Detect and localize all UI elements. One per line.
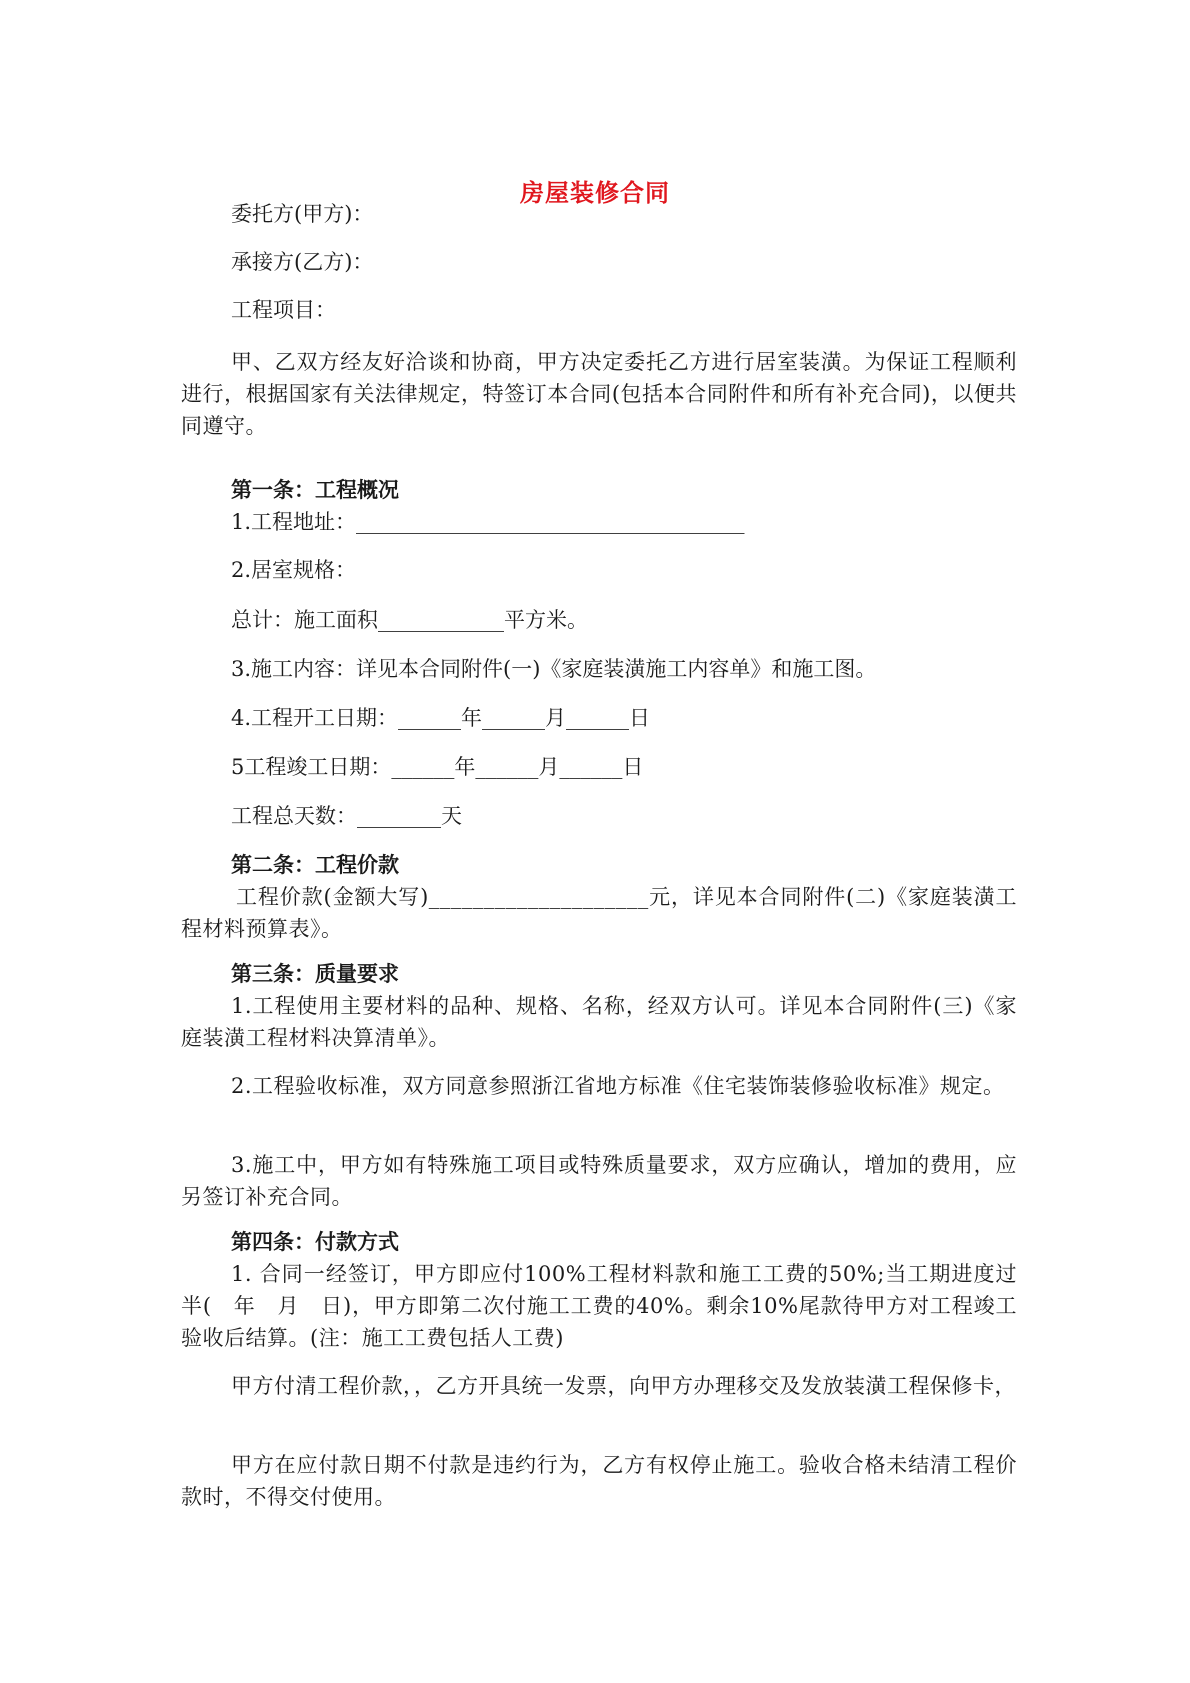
article1-heading: 第一条：工程概况 [231, 478, 399, 502]
client-party-field: 委托方(甲方)： [231, 202, 374, 226]
article3-heading: 第三条：质量要求 [231, 962, 399, 986]
payment-item-1: 1. 合同一经签订，甲方即应付100%工程材料款和施工工费的50%;当工期进度过半( 年 月 日)，甲方即第二次付施工工费的40%。剩余10%尾款待甲方对工程竣工验收后结算。(注：施工工费包括人工费) [181, 1262, 1017, 1350]
contractor-party-field: 承接方(乙方)： [231, 250, 374, 274]
payment-paragraph-3: 甲方在应付款日期不付款是违约行为，乙方有权停止施工。验收合格未结清工程价款时，不得交付使用。 [181, 1453, 1017, 1509]
project-field: 工程项目： [231, 298, 336, 322]
preamble-paragraph: 甲、乙双方经友好洽谈和协商，甲方决定委托乙方进行居室装潢。为保证工程顺利进行，根据国家有关法律规定，特签订本合同(包括本合同附件和所有补充合同)，以便共同遵守。 [181, 350, 1017, 438]
area-field: 总计：施工面积____________平方米。 [231, 608, 588, 632]
address-field: 1.工程地址：_____________________________________ [231, 510, 745, 534]
document-title: 房屋装修合同 [520, 179, 670, 207]
payment-paragraph-2: 甲方付清工程价款，，乙方开具统一发票，向甲方办理移交及发放装潢工程保修卡， [231, 1374, 1016, 1398]
price-paragraph: 工程价款(金额大写)____________________元，详见本合同附件(二)《家庭装潢工程材料预算表》。 [181, 885, 1017, 941]
total-days-field: 工程总天数：________天 [231, 804, 462, 828]
article4-heading: 第四条：付款方式 [231, 1230, 399, 1254]
article2-heading: 第二条：工程价款 [231, 853, 399, 877]
content-field: 3.施工内容：详见本合同附件(一)《家庭装潢施工内容单》和施工图。 [231, 657, 877, 681]
quality-item-2: 2.工程验收标准，双方同意参照浙江省地方标准《住宅装饰装修验收标准》规定。 [231, 1074, 1005, 1098]
start-date-field: 4.工程开工日期：______年______月______日 [231, 706, 651, 730]
end-date-field: 5工程竣工日期：______年______月______日 [231, 755, 644, 779]
quality-item-1: 1.工程使用主要材料的品种、规格、名称，经双方认可。详见本合同附件(三)《家庭装潢工程材料决算清单》。 [181, 994, 1017, 1050]
room-spec-field: 2.居室规格： [231, 558, 357, 582]
quality-item-3: 3.施工中，甲方如有特殊施工项目或特殊质量要求，双方应确认，增加的费用，应另签订补充合同。 [181, 1153, 1017, 1209]
